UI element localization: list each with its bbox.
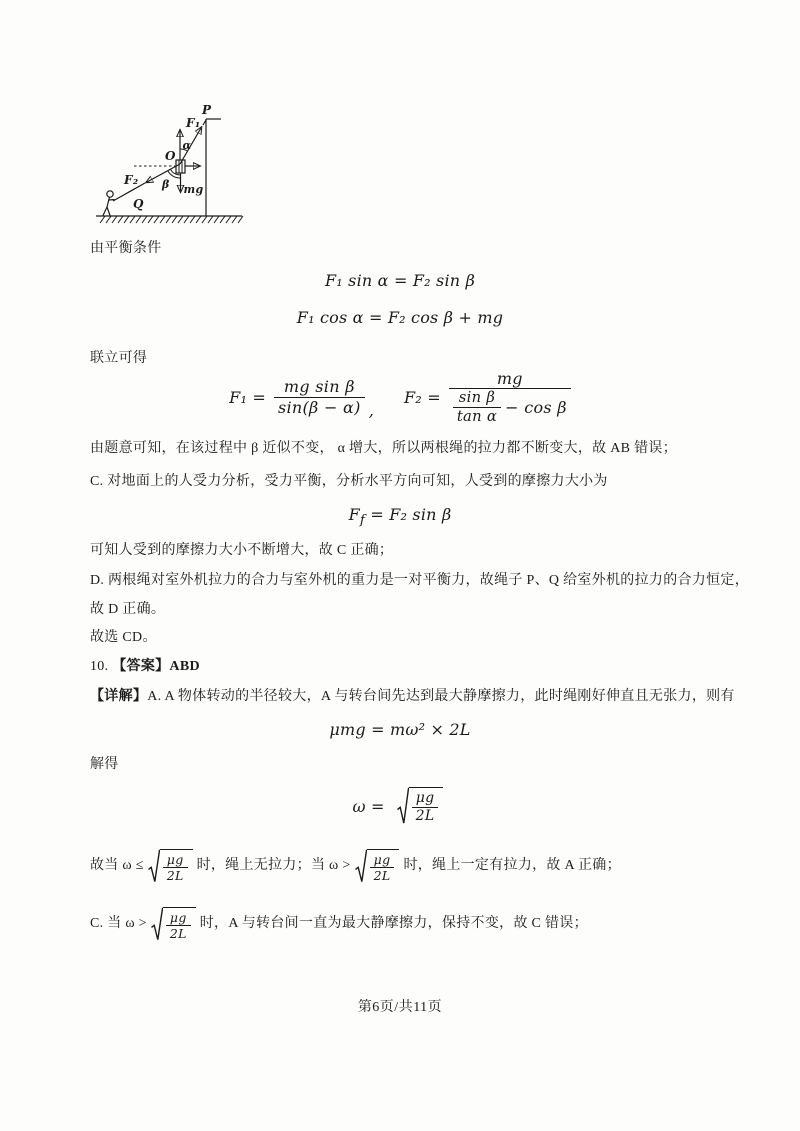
paragraph-option-d-line2: 故 D 正确。 [90, 602, 166, 617]
radical-fraction [412, 790, 439, 825]
radicand [409, 787, 444, 825]
radical-denominator: 2L [370, 867, 395, 883]
paragraph-c-conclusion: 可知人受到的摩擦力大小不断增大，故 C 正确； [90, 543, 394, 558]
paragraph-option-a-conclusion [90, 842, 621, 890]
f2-inner-denominator: tan α [453, 407, 501, 426]
text-combine: 联立可得 [90, 351, 148, 366]
paragraph-option-a: A. A 物体转动的半径较大，A 与转台间先达到最大静摩擦力，此时绳刚好伸直且无张力，则有 [147, 689, 735, 704]
paragraph-option-c-conclusion [90, 900, 588, 948]
text-equilibrium-condition: 由平衡条件 [90, 241, 162, 256]
radicand [367, 849, 400, 883]
radical-sign-icon [151, 907, 163, 941]
radical-denominator: 2L [163, 867, 188, 883]
label-o: O [165, 149, 176, 163]
equation-f1-f2-fractions [0, 368, 800, 426]
equation-friction [0, 505, 800, 528]
a2-text-1: 故当 ω ≤ [90, 858, 144, 873]
radicand [163, 907, 196, 941]
sqrt-radical [397, 787, 444, 825]
person-figure [103, 191, 115, 216]
label-f2: F₂ [124, 173, 139, 187]
label-alpha: α [182, 139, 192, 152]
radical-denominator: 2L [166, 925, 191, 941]
equation-cos-text: F₁ cos α = F₂ cos β + mg [296, 308, 504, 327]
question-10-answer: 【答案】ABD [112, 659, 200, 674]
paragraph-ab-conclusion: 由题意可知，在该过程中 β 近似不变， α 增大，所以两根绳的拉力都不断变大，故 AB 错误； [90, 441, 678, 456]
radicand [160, 849, 193, 883]
radical-fraction [166, 910, 191, 941]
ground-hatching [100, 216, 243, 223]
f2-denominator-tail: − cos β [505, 397, 567, 417]
equation-sin [0, 271, 800, 290]
radical-sign-icon [397, 787, 409, 825]
label-q: Q [133, 197, 144, 211]
sqrt-radical [151, 907, 196, 941]
question-10-detail [90, 688, 740, 706]
f1-denominator: sin(β − α) [274, 397, 365, 417]
question-10-number: 10. [90, 659, 109, 674]
text-solve: 解得 [90, 757, 119, 772]
detail-tag: 【详解】 [90, 689, 148, 704]
block [176, 160, 185, 173]
question-10-heading [90, 658, 740, 676]
radical-fraction [163, 852, 188, 883]
f2-numerator: mg [496, 368, 523, 388]
page-number-footer: 第6页/共11页 [357, 1000, 443, 1015]
f1-numerator: mg sin β [283, 377, 355, 397]
ff-subscript: f [359, 513, 366, 529]
radical-sign-icon [148, 849, 160, 883]
f2-lhs: F₂ = [404, 387, 441, 407]
paragraph-option-d-line1: D. 两根绳对室外机拉力的合力与室外机的重力是一对平衡力，故绳子 P、Q 给室外机的拉力的合力恒定， [90, 573, 750, 588]
equation-friction-text [349, 505, 452, 528]
label-p: P [202, 103, 212, 117]
sqrt-radical [355, 849, 400, 883]
beta-arc-outer [168, 171, 180, 178]
radical-numerator: μg [373, 852, 391, 867]
a2-text-3: 时，绳上一定有拉力，故 A 正确； [403, 858, 621, 873]
separator-comma: , [368, 400, 374, 420]
c3-text-1: C. 当 ω > [90, 916, 147, 931]
f2-denominator [449, 388, 571, 425]
equation-omega [0, 781, 800, 831]
ff-base: F [348, 505, 360, 524]
equation-sin-text: F₁ sin α = F₂ sin β [324, 271, 476, 290]
f1-lhs: F₁ = [229, 387, 266, 407]
sqrt-radical [148, 849, 193, 883]
radical-sign-icon [355, 849, 367, 883]
label-mg: mg [183, 183, 204, 196]
label-f1: F₁ [186, 116, 201, 130]
equation-cos [0, 308, 800, 327]
radical-denominator: 2L [412, 807, 439, 825]
radical-numerator: μg [169, 910, 187, 925]
answer-line-cd: 故选 CD。 [90, 630, 157, 645]
omega-lhs: ω = [352, 796, 385, 816]
equation-mu-text: μmg = mω² × 2L [329, 720, 471, 739]
f1-fraction [274, 377, 365, 416]
f2-inner-numerator: sin β [458, 388, 496, 406]
equation-mu [0, 720, 800, 739]
paragraph-option-c: C. 对地面上的人受力分析，受力平衡，分析水平方向可知，人受到的摩擦力大小为 [90, 474, 608, 489]
label-beta: β [162, 178, 170, 191]
force-diagram [90, 94, 250, 234]
f2-fraction [449, 369, 571, 426]
c3-text-2: 时，A 与转台间一直为最大静摩擦力，保持不变，故 C 错误； [199, 916, 588, 931]
radical-fraction [370, 852, 395, 883]
radical-numerator: μg [415, 790, 435, 807]
a2-text-2: 时，绳上无拉力；当 ω > [196, 858, 351, 873]
f2-inner-fraction [453, 389, 501, 425]
radical-numerator: μg [166, 852, 184, 867]
ff-rhs: = F₂ sin β [365, 505, 452, 524]
